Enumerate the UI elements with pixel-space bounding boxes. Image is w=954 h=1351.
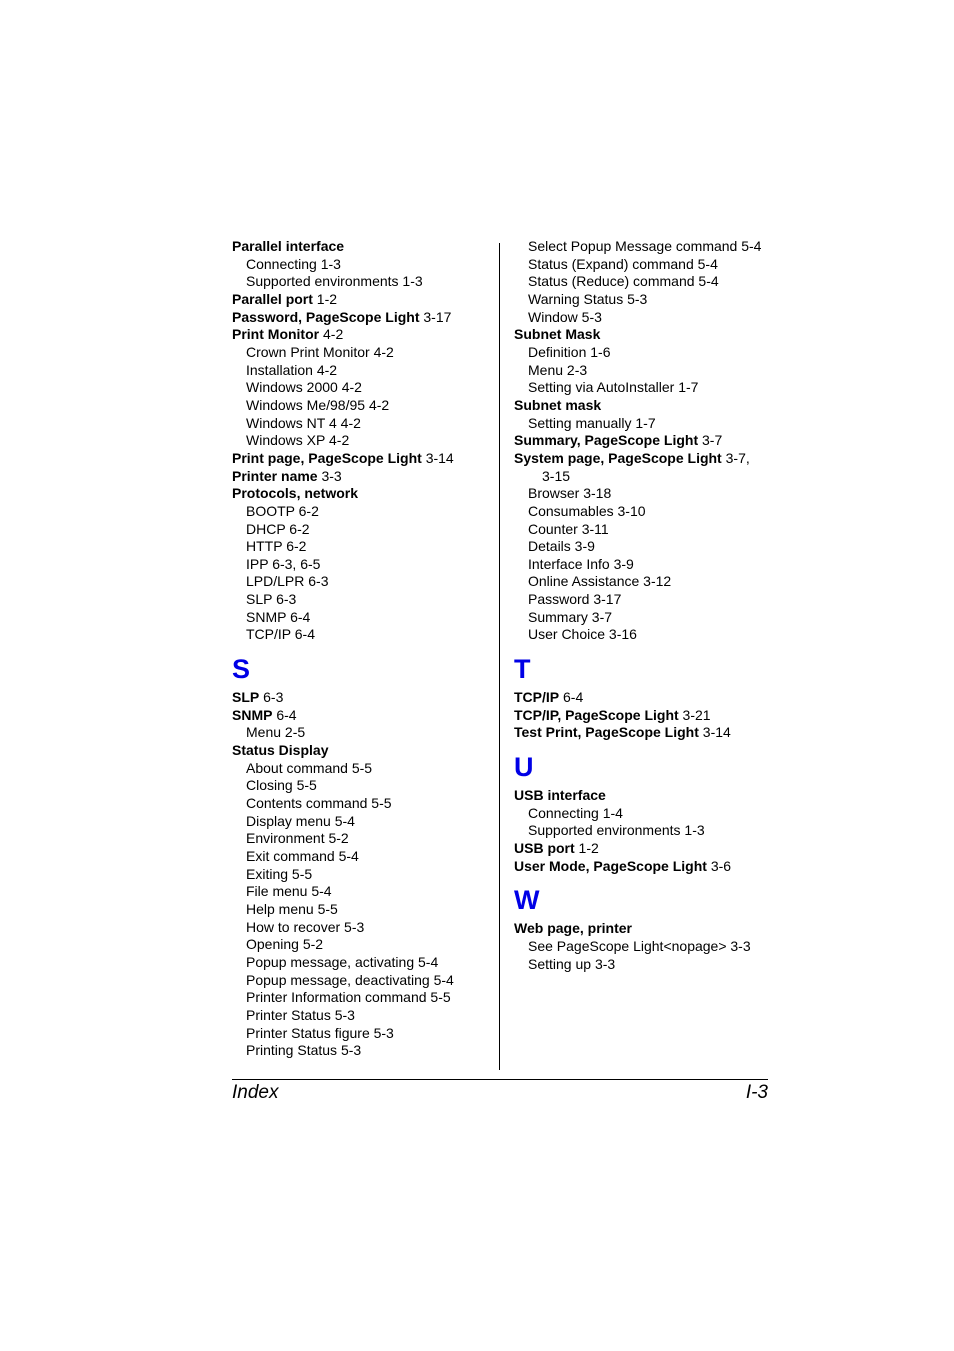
section-letter: S — [232, 654, 251, 685]
index-entry — [232, 326, 494, 344]
index-subentry: Windows XP 4-2 — [246, 432, 350, 449]
index-subentry: Popup message, deactivating 5-4 — [246, 971, 454, 988]
index-term: Status Display — [232, 742, 329, 759]
index-entry — [232, 450, 494, 468]
index-term: Subnet Mask — [514, 326, 601, 343]
index-subentry: LPD/LPR 6-3 — [246, 573, 329, 590]
index-entry — [232, 291, 494, 309]
index-subentry: Supported environments 1-3 — [528, 822, 705, 839]
index-subentry: Warning Status 5-3 — [528, 290, 648, 307]
index-subentry: Status (Reduce) command 5-4 — [528, 273, 719, 290]
index-subentry: File menu 5-4 — [246, 883, 332, 900]
index-term: Summary, PageScope Light — [514, 432, 699, 449]
index-subentry: Printer Status figure 5-3 — [246, 1024, 394, 1041]
index-page-ref: 1-2 — [312, 290, 338, 307]
index-subentry: Select Popup Message command 5-4 — [528, 238, 762, 254]
index-page-ref: 6-4 — [559, 689, 584, 706]
index-subentry: SNMP 6-4 — [246, 608, 311, 625]
index-subentry: Printer Status 5-3 — [246, 1006, 355, 1023]
index-term: Print page, PageScope Light — [232, 449, 422, 466]
index-subentry: Supported environments 1-3 — [246, 273, 423, 290]
index-page-ref: 6-4 — [272, 706, 297, 723]
index-subentry: HTTP 6-2 — [246, 538, 307, 555]
index-entry — [514, 450, 776, 468]
index-entry — [232, 707, 494, 725]
index-term: Subnet mask — [514, 396, 602, 413]
index-subentry: Popup message, activating 5-4 — [246, 953, 439, 970]
index-entry — [232, 238, 494, 256]
section-letter: U — [514, 752, 534, 783]
index-subentry: Crown Print Monitor 4-2 — [246, 343, 394, 360]
index-subentry: Definition 1-6 — [528, 343, 611, 360]
index-subentry: Connecting 1-4 — [528, 804, 623, 821]
index-subentry: Status (Expand) command 5-4 — [528, 255, 718, 272]
index-column-right — [514, 238, 776, 973]
index-subentry: User Choice 3-16 — [528, 626, 637, 643]
index-term: Printer name — [232, 467, 318, 484]
index-subentry: Installation 4-2 — [246, 361, 338, 378]
index-subentry: Setting via AutoInstaller 1-7 — [528, 379, 699, 396]
index-subentry: Printing Status 5-3 — [246, 1042, 362, 1059]
index-entry — [514, 326, 776, 344]
index-subentry: Environment 5-2 — [246, 830, 349, 847]
index-subentry: Setting manually 1-7 — [528, 414, 656, 431]
index-term: Parallel interface — [232, 238, 345, 254]
index-term: User Mode, PageScope Light — [514, 857, 707, 874]
index-term: SLP — [232, 689, 260, 706]
index-subentry: SLP 6-3 — [246, 591, 297, 608]
index-subentry: Windows NT 4 4-2 — [246, 414, 361, 431]
index-term: USB interface — [514, 787, 606, 804]
index-entry — [232, 485, 494, 503]
index-term: Parallel port — [232, 290, 313, 307]
index-subentry: Setting up 3-3 — [528, 955, 616, 972]
index-subentry: Exiting 5-5 — [246, 865, 313, 882]
index-subentry: Windows 2000 4-2 — [246, 379, 362, 396]
index-subentry: Summary 3-7 — [528, 608, 613, 625]
index-entry — [232, 468, 494, 486]
index-entry — [232, 689, 494, 707]
index-subentry: Contents command 5-5 — [246, 795, 392, 812]
footer-rule — [232, 1079, 768, 1080]
index-subentry: Display menu 5-4 — [246, 812, 355, 829]
index-subentry: Interface Info 3-9 — [528, 555, 634, 572]
index-subentry: Closing 5-5 — [246, 777, 317, 794]
index-subentry: Connecting 1-3 — [246, 255, 341, 272]
index-subentry: TCP/IP 6-4 — [246, 626, 315, 643]
index-page-ref: 3-7 — [698, 432, 723, 449]
index-term: USB port — [514, 840, 575, 857]
index-term: Protocols, network — [232, 485, 359, 502]
index-subentry: About command 5-5 — [246, 759, 373, 776]
index-subentry: Online Assistance 3-12 — [528, 573, 672, 590]
index-column-left — [232, 238, 494, 1060]
index-entry — [514, 707, 776, 725]
index-subentry: Window 5-3 — [528, 308, 602, 325]
index-subentry: Consumables 3-10 — [528, 502, 646, 519]
index-entry — [514, 858, 776, 876]
index-subentry: BOOTP 6-2 — [246, 502, 319, 519]
index-page-ref: 1-2 — [574, 840, 599, 857]
index-page-ref: 6-3 — [259, 689, 284, 706]
index-subentry: Browser 3-18 — [528, 485, 612, 502]
footer-page-number: I-3 — [745, 1082, 768, 1103]
index-entry — [514, 920, 776, 938]
index-term: Web page, printer — [514, 920, 632, 937]
index-term: Print Monitor — [232, 326, 320, 343]
index-page-ref: 4-2 — [319, 326, 344, 343]
index-term: Test Print, PageScope Light — [514, 724, 699, 741]
index-entry — [514, 397, 776, 415]
index-term: TCP/IP, PageScope Light — [514, 706, 679, 723]
index-entry — [514, 689, 776, 707]
index-subentry: Details 3-9 — [528, 538, 595, 555]
index-entry — [514, 432, 776, 450]
index-term: Password, PageScope Light — [232, 308, 420, 325]
index-entry — [232, 742, 494, 760]
index-subentry: DHCP 6-2 — [246, 520, 310, 537]
index-subentry: Password 3-17 — [528, 591, 622, 608]
index-term: System page, PageScope Light — [514, 449, 722, 466]
index-subentry: Help menu 5-5 — [246, 900, 338, 917]
index-subentry: Counter 3-11 — [528, 520, 609, 537]
index-term: SNMP — [232, 706, 273, 723]
index-subentry: Windows Me/98/95 4-2 — [246, 396, 390, 413]
index-entry — [514, 787, 776, 805]
index-subentry: Menu 2-5 — [246, 724, 306, 741]
index-page-ref: 3-14 — [421, 449, 454, 466]
section-letter: W — [514, 885, 540, 916]
index-term: TCP/IP — [514, 689, 560, 706]
index-subentry: 3-15 — [542, 467, 571, 484]
index-subentry: IPP 6-3, 6-5 — [246, 555, 321, 572]
index-page-ref: 3-6 — [706, 857, 732, 874]
index-entry — [232, 309, 494, 327]
index-page-ref: 3-14 — [698, 724, 731, 741]
column-divider — [499, 243, 500, 1070]
index-page-ref: 3-17 — [419, 308, 452, 325]
index-subentry: Opening 5-2 — [246, 936, 324, 953]
index-subentry: Menu 2-3 — [528, 361, 588, 378]
section-letter: T — [514, 654, 531, 685]
footer-section-title: Index — [232, 1082, 279, 1103]
index-page-ref: 3-7, — [721, 449, 750, 466]
index-subentry: How to recover 5-3 — [246, 918, 365, 935]
index-subentry: Printer Information command 5-5 — [246, 989, 451, 1006]
index-page-ref: 3-3 — [317, 467, 342, 484]
index-subentry: See PageScope Light<nopage> 3-3 — [528, 938, 751, 954]
index-entry — [514, 724, 776, 742]
index-page-ref: 3-21 — [678, 706, 711, 723]
index-entry — [514, 840, 776, 858]
index-subentry: Exit command 5-4 — [246, 848, 359, 864]
